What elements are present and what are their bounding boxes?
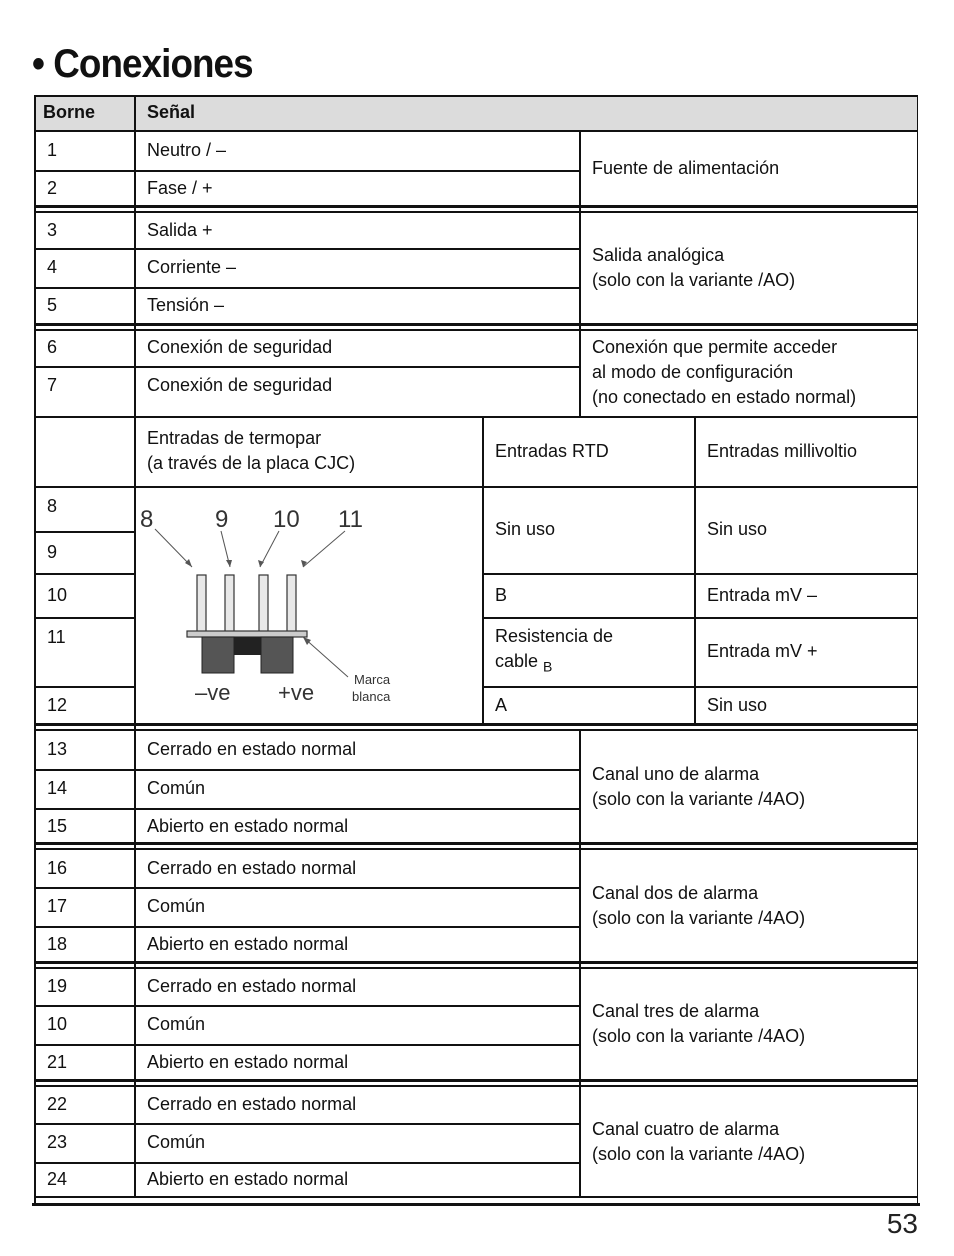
rule [34, 961, 918, 964]
rule [34, 842, 918, 845]
signal-cell: Abierto en estado normal [147, 933, 349, 954]
signal-cell: Común [147, 778, 206, 798]
rule [34, 573, 134, 575]
borne-cell: 14 [47, 778, 68, 798]
signal-cell: Abierto en estado normal [147, 815, 349, 836]
description-cell: Salida analógica (solo con la variante /AO) [592, 244, 796, 290]
signal-cell: Conexión de seguridad [147, 374, 333, 395]
rule [34, 248, 579, 250]
borne-cell: 2 [47, 177, 58, 198]
rule [34, 1044, 579, 1046]
header-borne: Borne [43, 102, 96, 122]
rule [482, 573, 918, 575]
rule [34, 366, 579, 368]
rtd-cell: Resistencia de cable $_B$ [495, 625, 614, 675]
diagram-mark-label-line1: Marca [354, 672, 391, 687]
diagram-label-10: 10 [273, 506, 300, 533]
diagram-negative-label: –ve [195, 680, 231, 705]
rule [34, 686, 134, 688]
rule [34, 926, 579, 928]
signal-cell: Salida + [147, 219, 213, 240]
borne-cell: 9 [47, 541, 58, 562]
rule [34, 1162, 579, 1164]
borne-cell: 19 [47, 975, 68, 996]
rule [34, 95, 36, 1205]
rule [34, 723, 918, 726]
description-cell: Canal dos de alarma (solo con la variante /4AO) [592, 882, 806, 928]
rule [34, 617, 134, 619]
rule [34, 211, 918, 213]
diagram-label-9: 9 [215, 506, 229, 533]
rule [34, 329, 918, 331]
borne-cell: 18 [47, 933, 68, 954]
rule [34, 1005, 579, 1007]
thermocouple-connector-diagram [135, 487, 481, 724]
rule [34, 130, 918, 132]
borne-cell: 4 [47, 257, 58, 277]
mv-cell: Entrada mV – [707, 584, 818, 605]
signal-cell: Corriente – [147, 257, 237, 277]
rule [34, 1079, 918, 1082]
borne-cell: 24 [47, 1169, 68, 1189]
signal-cell: Tensión – [147, 294, 225, 315]
signal-cell: Cerrado en estado normal [147, 975, 357, 996]
signal-cell: Neutro / – [147, 139, 227, 160]
rule [32, 1203, 920, 1206]
description-cell: Canal uno de alarma (solo con la variante /4AO) [592, 764, 806, 809]
signal-cell: Fase / + [147, 177, 213, 198]
description-cell: Conexión que permite acceder al modo de configuración (no conectado en estado normal) [592, 337, 857, 407]
borne-cell: 10 [47, 584, 68, 605]
borne-cell: 12 [47, 694, 68, 715]
description-cell: Canal tres de alarma (solo con la variante /4AO) [592, 1000, 806, 1046]
rule [34, 1085, 918, 1087]
borne-cell: 23 [47, 1132, 68, 1152]
signal-cell: Común [147, 1014, 206, 1034]
rule [134, 95, 136, 1197]
signal-cell: Común [147, 1132, 206, 1152]
rtd-header: Entradas RTD [495, 440, 609, 461]
rule [34, 808, 579, 810]
mv-cell: Entrada mV + [707, 641, 818, 661]
rule [579, 730, 581, 1197]
signal-cell: Común [147, 896, 206, 916]
borne-cell: 7 [47, 374, 58, 395]
diagram-positive-label: +ve [278, 680, 315, 705]
rule [34, 848, 918, 850]
rule [482, 617, 918, 619]
rule [694, 416, 696, 724]
diagram-label-8: 8 [140, 506, 154, 533]
diagram-label-11: 11 [338, 506, 363, 533]
rule [34, 416, 918, 418]
signal-cell: Abierto en estado normal [147, 1051, 349, 1072]
borne-cell: 13 [47, 739, 68, 759]
rule [34, 967, 918, 969]
rule [34, 287, 579, 289]
borne-cell: 6 [47, 337, 58, 357]
header-senal: Señal [147, 102, 196, 122]
rtd-cell: Sin uso [495, 519, 556, 539]
rtd-cell: A [495, 694, 508, 715]
rule [579, 130, 581, 416]
thermocouple-header: Entradas de termopar (a través de la placa CJC) [147, 428, 356, 473]
mv-header: Entradas millivoltio [707, 440, 858, 461]
borne-cell: 8 [47, 496, 58, 516]
rule [34, 170, 579, 172]
borne-cell: 16 [47, 857, 68, 878]
rule [34, 95, 918, 97]
rule [34, 323, 918, 326]
signal-cell: Conexión de seguridad [147, 337, 333, 357]
borne-cell: 10 [47, 1014, 68, 1034]
signal-cell: Abierto en estado normal [147, 1169, 349, 1189]
rule [34, 887, 579, 889]
rule [482, 686, 918, 688]
rule [482, 416, 484, 724]
signal-cell: Cerrado en estado normal [147, 1094, 357, 1114]
description-cell: Fuente de alimentación [592, 157, 780, 178]
borne-cell: 11 [47, 627, 66, 647]
rule [34, 205, 918, 208]
borne-cell: 15 [47, 815, 68, 836]
diagram-mark-label-line2: blanca [352, 689, 391, 704]
borne-cell: 21 [47, 1051, 68, 1072]
description-cell: Canal cuatro de alarma (solo con la variante /4AO) [592, 1118, 806, 1164]
page-title: • Conexiones [32, 42, 253, 86]
connections-table [34, 95, 918, 1198]
rule [34, 729, 918, 731]
borne-cell: 5 [47, 294, 58, 315]
signal-cell: Cerrado en estado normal [147, 857, 357, 878]
rule [34, 486, 918, 488]
borne-cell: 1 [47, 139, 58, 160]
rule [917, 95, 919, 1205]
mv-cell: Sin uso [707, 519, 768, 539]
rule [34, 1196, 918, 1198]
mv-cell: Sin uso [707, 694, 768, 715]
page-number: 53 [886, 1208, 918, 1239]
signal-cell: Cerrado en estado normal [147, 739, 357, 759]
borne-cell: 17 [47, 896, 68, 916]
rule [34, 1123, 579, 1125]
rule [34, 769, 579, 771]
rtd-cell: B [495, 584, 508, 605]
borne-cell: 3 [47, 219, 58, 240]
borne-cell: 22 [47, 1094, 68, 1114]
rule [34, 531, 134, 533]
